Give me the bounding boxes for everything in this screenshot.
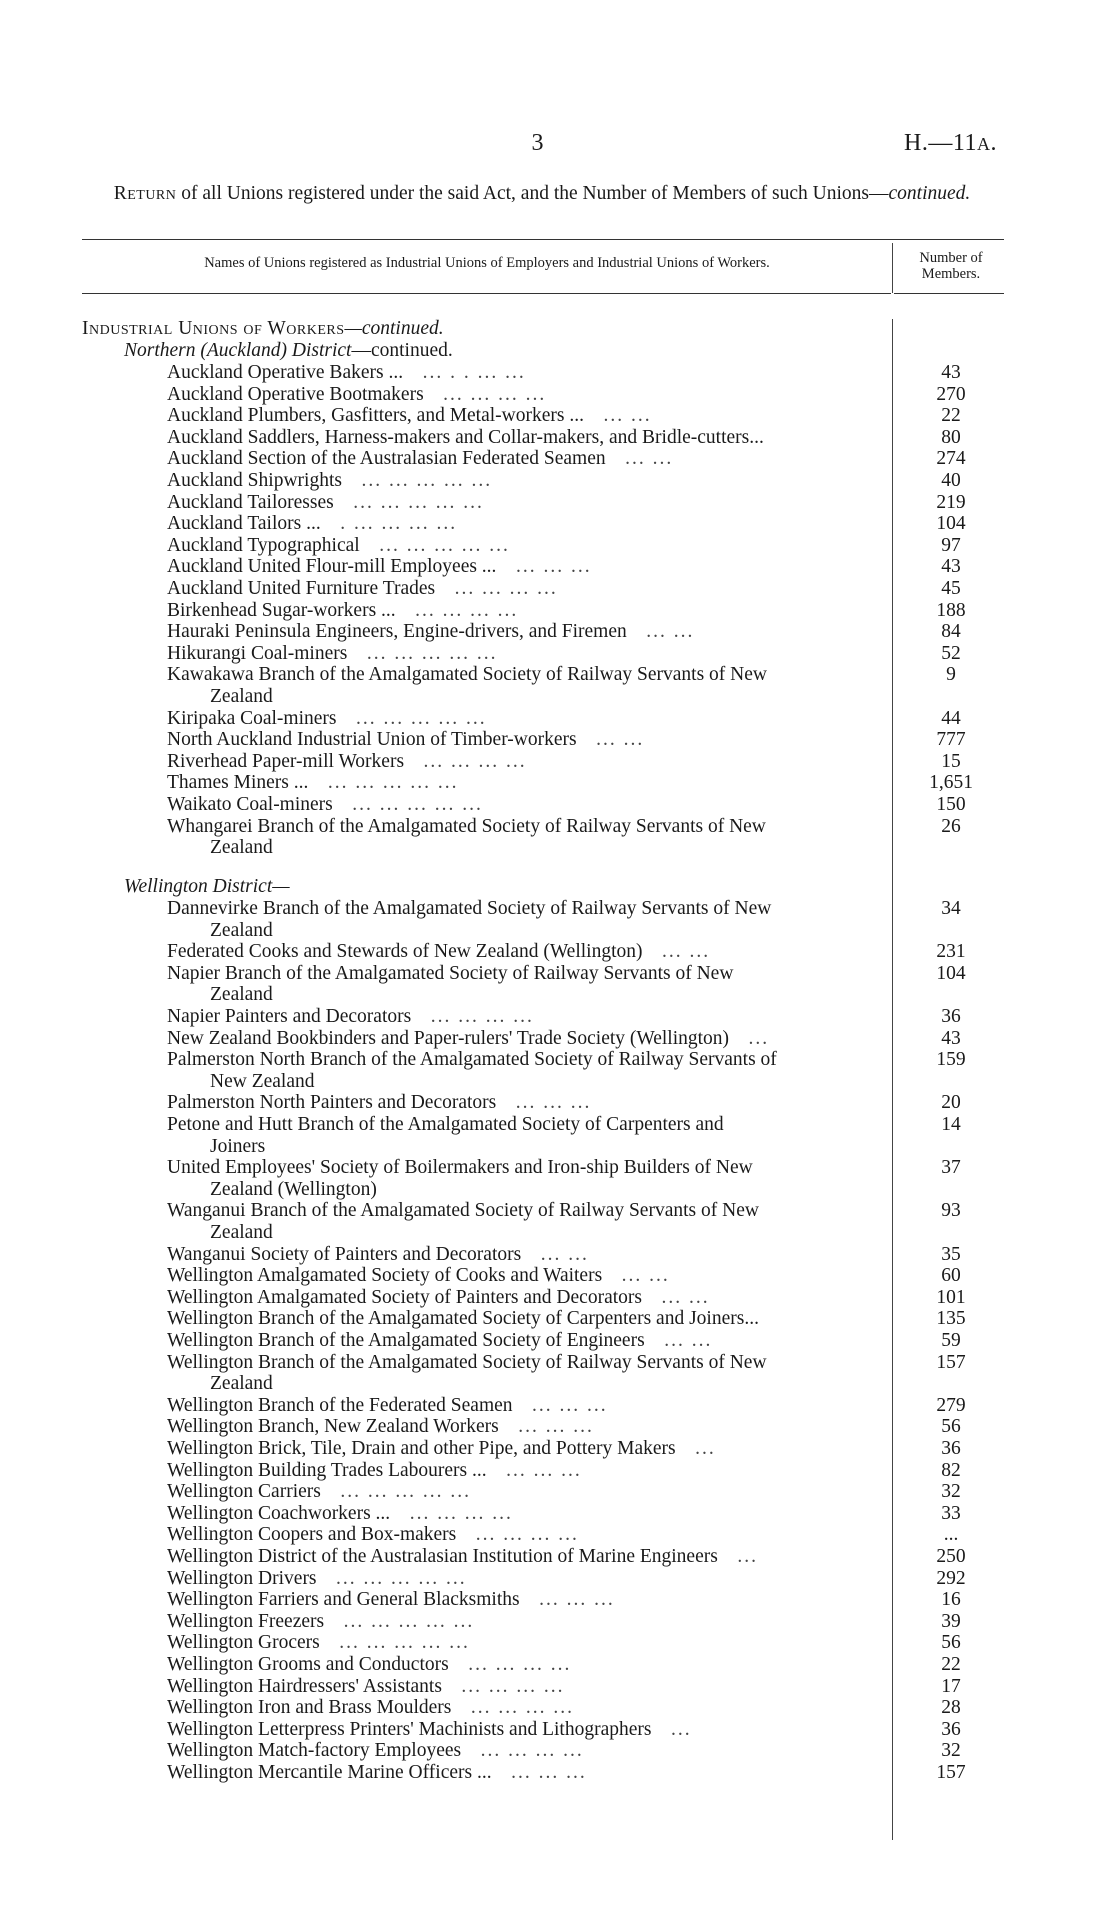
union-name-text: Auckland Operative Bootmakers <box>167 383 424 405</box>
member-count: 82 <box>941 1459 961 1481</box>
union-name <box>167 1157 882 1179</box>
table-row <box>0 448 1114 470</box>
leader-dots: ... ... <box>625 448 674 470</box>
member-count: 43 <box>941 1027 961 1049</box>
member-count: 9 <box>946 664 956 686</box>
union-name-continuation: Zealand <box>210 919 273 941</box>
union-name <box>167 1632 882 1654</box>
table-row <box>0 1654 1114 1676</box>
leader-dots: ... ... <box>540 1243 589 1265</box>
leader-dots: ... ... ... ... <box>415 599 519 621</box>
table-row <box>0 1352 1114 1374</box>
table-row <box>0 556 1114 578</box>
member-count: 32 <box>941 1481 961 1503</box>
union-name <box>167 941 882 963</box>
member-count: 777 <box>936 729 966 751</box>
leader-dots: ... ... ... <box>518 1416 594 1438</box>
table-row <box>0 1762 1114 1784</box>
table-row <box>0 772 1114 794</box>
leader-dots: ... ... <box>664 1330 713 1351</box>
union-name <box>167 427 882 449</box>
leader-dots: ... ... ... ... <box>468 1654 572 1675</box>
leader-dots: ... ... ... ... <box>409 1502 513 1524</box>
member-count: 39 <box>941 1610 961 1632</box>
table-row <box>0 427 1114 449</box>
union-name <box>167 535 882 557</box>
leader-dots: ... ... <box>661 1286 710 1308</box>
union-name <box>167 1028 882 1050</box>
member-count: 250 <box>936 1546 966 1567</box>
title-italic-suffix: continued. <box>888 183 971 204</box>
title-lead-word: Return <box>113 183 177 204</box>
union-name-text: Wellington Match-factory Employees <box>167 1740 462 1762</box>
member-count: 274 <box>936 448 966 470</box>
union-name-text: Wellington Drivers <box>167 1567 317 1589</box>
table-row <box>0 578 1114 600</box>
union-name-text: Wellington Mercantile Marine Officers ... <box>167 1762 492 1783</box>
member-count: 60 <box>941 1265 961 1287</box>
union-name-text: Wellington Freezers <box>167 1610 325 1632</box>
union-name <box>167 1460 882 1482</box>
leader-dots: ... ... ... <box>511 1762 587 1783</box>
leader-dots: ... ... <box>596 729 645 751</box>
union-name-text: North Auckland Industrial Union of Timber-workers <box>167 729 577 751</box>
leader-dots: ... ... ... ... ... <box>353 491 484 513</box>
union-name-text: Dannevirke Branch of the Amalgamated Society of Railway Servants of New <box>167 898 772 919</box>
table-row <box>0 1395 1114 1417</box>
leader-dots: ... <box>737 1546 758 1567</box>
union-name-text: Wellington Carriers <box>167 1481 321 1503</box>
union-name-text: Riverhead Paper-mill Workers <box>167 750 405 772</box>
union-name <box>167 1697 882 1719</box>
doc-ref-end: . <box>990 130 997 156</box>
union-name <box>167 1330 882 1352</box>
member-count: 135 <box>936 1308 966 1330</box>
union-name-continuation: Joiners <box>210 1135 266 1157</box>
union-name-continuation: Zealand (Wellington) <box>210 1178 377 1200</box>
union-name-text: Wellington Amalgamated Society of Cooks and Waiters <box>167 1265 603 1287</box>
table-row <box>0 470 1114 492</box>
union-name-text: Whangarei Branch of the Amalgamated Society of Railway Servants of New <box>167 815 766 837</box>
table-row <box>0 384 1114 406</box>
member-count: 104 <box>936 513 966 535</box>
union-name <box>167 1200 882 1222</box>
table-row <box>0 1740 1114 1762</box>
union-name-text: Wellington Building Trades Labourers ... <box>167 1459 487 1481</box>
union-name <box>167 1719 882 1741</box>
table-row <box>0 643 1114 665</box>
member-count: 101 <box>936 1286 966 1308</box>
leader-dots: ... ... <box>646 621 695 643</box>
leader-dots: ... ... ... ... <box>430 1006 534 1027</box>
union-name <box>167 1654 882 1676</box>
union-name-text: Wanganui Society of Painters and Decorators <box>167 1243 522 1265</box>
leader-dots: ... ... ... ... ... <box>379 534 510 556</box>
union-name-text: Auckland United Furniture Trades <box>167 578 436 599</box>
union-name <box>167 405 882 427</box>
union-name-text: New Zealand Bookbinders and Paper-rulers' Trade Society (Wellington) <box>167 1027 730 1049</box>
leader-dots: . ... ... ... ... <box>340 513 458 535</box>
title-text: of all Unions registered under the said Act, and the Number of Members of such Unions— <box>176 183 889 204</box>
union-name <box>167 1611 882 1633</box>
table-row-continuation <box>0 686 1114 708</box>
member-count: 32 <box>941 1740 961 1762</box>
doc-ref-main: H.—11 <box>904 130 977 156</box>
union-name-text: Wellington Brick, Tile, Drain and other Pipe, and Pottery Makers <box>167 1438 676 1459</box>
union-name-text: Wellington Farriers and General Blacksmiths <box>167 1589 520 1611</box>
table-row <box>0 898 1114 920</box>
table-row-continuation <box>0 984 1114 1006</box>
union-name <box>167 556 882 578</box>
member-count: 40 <box>941 470 961 491</box>
union-name <box>167 1395 882 1417</box>
union-name <box>167 816 882 838</box>
leader-dots: ... ... ... ... ... <box>366 642 498 664</box>
union-name <box>167 1589 882 1611</box>
union-name-continuation: Zealand <box>210 686 273 707</box>
district-name: Northern (Auckland) District <box>124 340 352 361</box>
leader-dots: ... ... ... ... <box>480 1740 584 1762</box>
union-name-continuation: Zealand <box>210 837 273 859</box>
table-row <box>0 1632 1114 1654</box>
table-row <box>0 963 1114 985</box>
table-row <box>0 1157 1114 1179</box>
member-count: 36 <box>941 1718 961 1740</box>
doc-ref-small: A <box>977 134 991 154</box>
member-count: 26 <box>941 815 961 837</box>
leader-dots: ... ... ... ... <box>461 1675 565 1697</box>
leader-dots: ... ... ... ... <box>475 1524 579 1546</box>
table-row-continuation <box>0 1179 1114 1201</box>
table-row <box>0 492 1114 514</box>
member-count: 279 <box>936 1394 966 1416</box>
member-count: 14 <box>941 1114 961 1135</box>
leader-dots: ... ... <box>621 1265 670 1287</box>
union-name <box>167 1524 882 1546</box>
union-name-text: Wellington Grocers <box>167 1632 320 1654</box>
table-row <box>0 729 1114 751</box>
leader-dots: ... ... ... ... <box>454 578 558 599</box>
union-name-text: Auckland Operative Bakers ... <box>167 362 404 383</box>
member-count: 37 <box>941 1157 961 1179</box>
leader-dots: ... ... ... <box>539 1589 615 1611</box>
union-name-text: Thames Miners ... <box>167 772 309 794</box>
union-name-continuation: Zealand <box>210 1373 273 1395</box>
table-row <box>0 1028 1114 1050</box>
section-heading-suffix: —continued. <box>344 318 444 339</box>
table-row-continuation <box>0 920 1114 942</box>
leader-dots: ... ... <box>662 941 711 963</box>
union-name <box>167 1287 882 1309</box>
union-name <box>167 492 882 514</box>
table-row <box>0 1114 1114 1136</box>
union-name <box>167 1438 882 1460</box>
leader-dots: ... ... ... ... ... <box>336 1567 467 1589</box>
member-count: 34 <box>941 898 961 919</box>
table-row <box>0 1244 1114 1266</box>
union-name <box>167 1006 882 1028</box>
union-name-text: Auckland Saddlers, Harness-makers and Collar-makers, and Bridle-cutters... <box>167 426 764 448</box>
union-name <box>167 772 882 794</box>
leader-dots: ... <box>670 1718 692 1740</box>
union-name-text: Waikato Coal-miners <box>167 794 333 815</box>
number-column-header-line1: Number of <box>919 250 983 266</box>
union-name <box>167 1092 882 1114</box>
member-count: 80 <box>941 426 961 448</box>
table-row <box>0 941 1114 963</box>
union-name-text: Wellington District of the Australasian Institution of Marine Engineers <box>167 1546 718 1567</box>
leader-dots: ... ... ... ... <box>423 750 527 772</box>
union-name-text: Auckland United Flour-mill Employees ... <box>167 556 497 578</box>
member-count: 33 <box>941 1502 961 1524</box>
leader-dots: ... ... ... ... ... <box>327 772 459 794</box>
member-count: 22 <box>941 405 961 427</box>
union-name-text: Wellington Branch of the Federated Seamen <box>167 1394 513 1416</box>
member-count: 17 <box>941 1675 961 1697</box>
member-count: 97 <box>941 534 961 556</box>
union-name-text: Wellington Branch of the Amalgamated Society of Engineers <box>167 1330 645 1351</box>
member-count: 1,651 <box>929 772 973 794</box>
union-name <box>167 1265 882 1287</box>
union-name <box>167 1049 882 1071</box>
table-row <box>0 794 1114 816</box>
union-name-text: Wellington Branch of the Amalgamated Society of Railway Servants of New <box>167 1351 767 1373</box>
table-row <box>0 1568 1114 1590</box>
table-row-continuation <box>0 1373 1114 1395</box>
member-count: 56 <box>941 1632 961 1654</box>
table-row <box>0 708 1114 730</box>
table-row <box>0 1611 1114 1633</box>
leader-dots: ... ... ... <box>532 1394 608 1416</box>
names-column-header: Names of Unions registered as Industrial Unions of Employers and Industrial Unions of Workers. <box>204 255 770 271</box>
member-count: 270 <box>936 383 966 405</box>
member-count: 36 <box>941 1438 961 1459</box>
union-name <box>167 1676 882 1698</box>
member-count: 231 <box>936 941 966 963</box>
table-row <box>0 405 1114 427</box>
leader-dots: ... . . ... ... <box>422 362 526 383</box>
member-count: 45 <box>941 578 961 599</box>
union-name-text: Hikurangi Coal-miners <box>167 642 348 664</box>
member-count: 56 <box>941 1416 961 1438</box>
member-count: 93 <box>941 1200 961 1222</box>
union-name <box>167 1481 882 1503</box>
table-row <box>0 1460 1114 1482</box>
table-row <box>0 1481 1114 1503</box>
table-row-continuation <box>0 837 1114 859</box>
table-row <box>0 1719 1114 1741</box>
union-name-text: Wellington Branch, New Zealand Workers <box>167 1416 499 1438</box>
table-row-continuation <box>0 1222 1114 1244</box>
leader-dots: ... ... ... ... ... <box>339 1632 470 1654</box>
table-row <box>0 1546 1114 1568</box>
union-name-continuation: Zealand <box>210 984 273 1006</box>
union-name-text: Kiripaka Coal-miners <box>167 707 337 729</box>
union-name-text: Wellington Branch of the Amalgamated Society of Carpenters and Joiners... <box>167 1308 759 1330</box>
table-row <box>0 1092 1114 1114</box>
union-name-text: Napier Branch of the Amalgamated Society of Railway Servants of New <box>167 962 734 984</box>
member-count: 59 <box>941 1330 961 1351</box>
union-name <box>167 448 882 470</box>
member-count: 188 <box>936 599 966 621</box>
union-name <box>167 898 882 920</box>
district-suffix: —continued. <box>351 340 453 361</box>
union-name <box>167 362 882 384</box>
member-count: 52 <box>941 642 961 664</box>
member-count: 150 <box>936 794 966 815</box>
table-row <box>0 1049 1114 1071</box>
member-count: 22 <box>941 1654 961 1675</box>
member-count: 157 <box>936 1762 966 1783</box>
member-count: 104 <box>936 962 966 984</box>
district-suffix: — <box>272 876 290 897</box>
member-count: 44 <box>941 707 961 729</box>
union-name <box>167 1568 882 1590</box>
union-name-text: Wellington Hairdressers' Assistants <box>167 1675 442 1697</box>
table-row <box>0 621 1114 643</box>
union-name-text: Petone and Hutt Branch of the Amalgamated Society of Carpenters and <box>167 1114 724 1135</box>
union-name <box>167 664 882 686</box>
union-name-text: Wellington Amalgamated Society of Painters and Decorators <box>167 1286 642 1308</box>
union-name <box>167 1352 882 1374</box>
union-name <box>167 470 882 492</box>
member-count: 36 <box>941 1006 961 1027</box>
union-name <box>167 708 882 730</box>
union-name-text: Wellington Letterpress Printers' Machinists and Lithographers <box>167 1718 652 1740</box>
union-name <box>167 384 882 406</box>
union-name <box>167 1762 882 1784</box>
leader-dots: ... ... ... <box>515 556 592 578</box>
table-row <box>0 1438 1114 1460</box>
member-count: 35 <box>941 1243 961 1265</box>
union-name-text: Wellington Coachworkers ... <box>167 1502 391 1524</box>
union-name-text: Palmerston North Branch of the Amalgamated Society of Railway Servants of <box>167 1049 777 1071</box>
union-name <box>167 1308 882 1330</box>
section-heading-label: Industrial Unions of Workers <box>82 318 345 339</box>
union-name <box>167 729 882 751</box>
member-count: 28 <box>941 1697 961 1719</box>
union-name-continuation: Zealand <box>210 1222 273 1243</box>
table-row <box>0 1697 1114 1719</box>
table-row-continuation <box>0 1071 1114 1093</box>
member-count: 159 <box>936 1049 966 1071</box>
leader-dots: ... ... <box>603 405 652 427</box>
member-count: 20 <box>941 1092 961 1114</box>
member-count: 43 <box>941 556 961 578</box>
table-row <box>0 1416 1114 1438</box>
union-name <box>167 1244 882 1266</box>
union-name <box>167 1416 882 1438</box>
table-row <box>0 1524 1114 1546</box>
leader-dots: ... ... ... ... <box>470 1697 575 1719</box>
union-name-text: Auckland Typographical <box>167 534 360 556</box>
union-name-continuation: New Zealand <box>210 1070 315 1092</box>
union-name <box>167 578 882 600</box>
leader-dots: ... ... ... ... <box>443 383 547 405</box>
table-row <box>0 535 1114 557</box>
union-name-text: Wellington Grooms and Conductors <box>167 1654 449 1675</box>
leader-dots: ... <box>748 1027 770 1049</box>
union-name <box>167 751 882 773</box>
member-count: 292 <box>936 1567 966 1589</box>
member-count: 157 <box>936 1351 966 1373</box>
table-row-continuation <box>0 1136 1114 1158</box>
union-name <box>167 621 882 643</box>
union-name-text: Hauraki Peninsula Engineers, Engine-drivers, and Firemen <box>167 621 627 643</box>
table-row <box>0 600 1114 622</box>
union-name-text: Auckland Tailoresses <box>167 491 334 513</box>
member-count: 84 <box>941 621 961 643</box>
leader-dots: ... ... ... <box>515 1092 592 1114</box>
member-count: 16 <box>941 1589 961 1611</box>
leader-dots: ... ... ... ... ... <box>361 470 493 491</box>
union-name-text: Kawakawa Branch of the Amalgamated Society of Railway Servants of New <box>167 664 767 686</box>
union-name-text: Wellington Iron and Brass Moulders <box>167 1697 452 1719</box>
union-name <box>167 963 882 985</box>
union-name-text: United Employees' Society of Boilermakers and Iron-ship Builders of New <box>167 1157 753 1179</box>
union-name <box>167 794 882 816</box>
member-count: 43 <box>941 362 961 383</box>
union-name-text: Wellington Coopers and Box-makers <box>167 1524 457 1546</box>
table-row <box>0 751 1114 773</box>
leader-dots: ... ... ... <box>506 1459 582 1481</box>
table-row <box>0 1308 1114 1330</box>
table-row <box>0 513 1114 535</box>
union-name-text: Palmerston North Painters and Decorators <box>167 1092 497 1114</box>
leader-dots: ... ... ... ... ... <box>340 1481 471 1503</box>
union-name <box>167 643 882 665</box>
leader-dots: ... ... ... ... ... <box>356 707 487 729</box>
union-name-text: Auckland Plumbers, Gasfitters, and Metal-workers ... <box>167 405 584 427</box>
member-count: 219 <box>936 491 966 513</box>
table-row <box>0 816 1114 838</box>
table-row <box>0 1589 1114 1611</box>
table-row <box>0 664 1114 686</box>
leader-dots: ... ... ... ... ... <box>343 1610 475 1632</box>
table-row <box>0 1330 1114 1352</box>
table-row <box>0 1200 1114 1222</box>
union-name <box>167 1546 882 1568</box>
union-name-text: Birkenhead Sugar-workers ... <box>167 599 396 621</box>
leader-dots: ... ... ... ... ... <box>352 794 483 815</box>
union-name <box>167 1740 882 1762</box>
leader-dots: ... <box>695 1438 716 1459</box>
union-name-text: Auckland Tailors ... <box>167 513 321 535</box>
union-name-text: Napier Painters and Decorators <box>167 1006 412 1027</box>
union-name <box>167 1503 882 1525</box>
union-name <box>167 513 882 535</box>
table-row <box>0 1503 1114 1525</box>
member-count: ... <box>943 1524 959 1546</box>
union-name-text: Federated Cooks and Stewards of New Zealand (Wellington) <box>167 941 643 963</box>
table-row <box>0 1287 1114 1309</box>
union-name-text: Auckland Section of the Australasian Federated Seamen <box>167 448 606 470</box>
table-row <box>0 1265 1114 1287</box>
table-row <box>0 1676 1114 1698</box>
member-count: 15 <box>941 750 961 772</box>
union-name-text: Wanganui Branch of the Amalgamated Society of Railway Servants of New <box>167 1200 759 1222</box>
table-row <box>0 362 1114 384</box>
district-name: Wellington District <box>124 876 273 897</box>
page-number: 3 <box>531 130 544 156</box>
union-name <box>167 600 882 622</box>
union-name-text: Auckland Shipwrights <box>167 470 342 491</box>
table-row <box>0 1006 1114 1028</box>
number-column-header-line2: Members. <box>921 266 981 282</box>
union-name <box>167 1114 882 1136</box>
